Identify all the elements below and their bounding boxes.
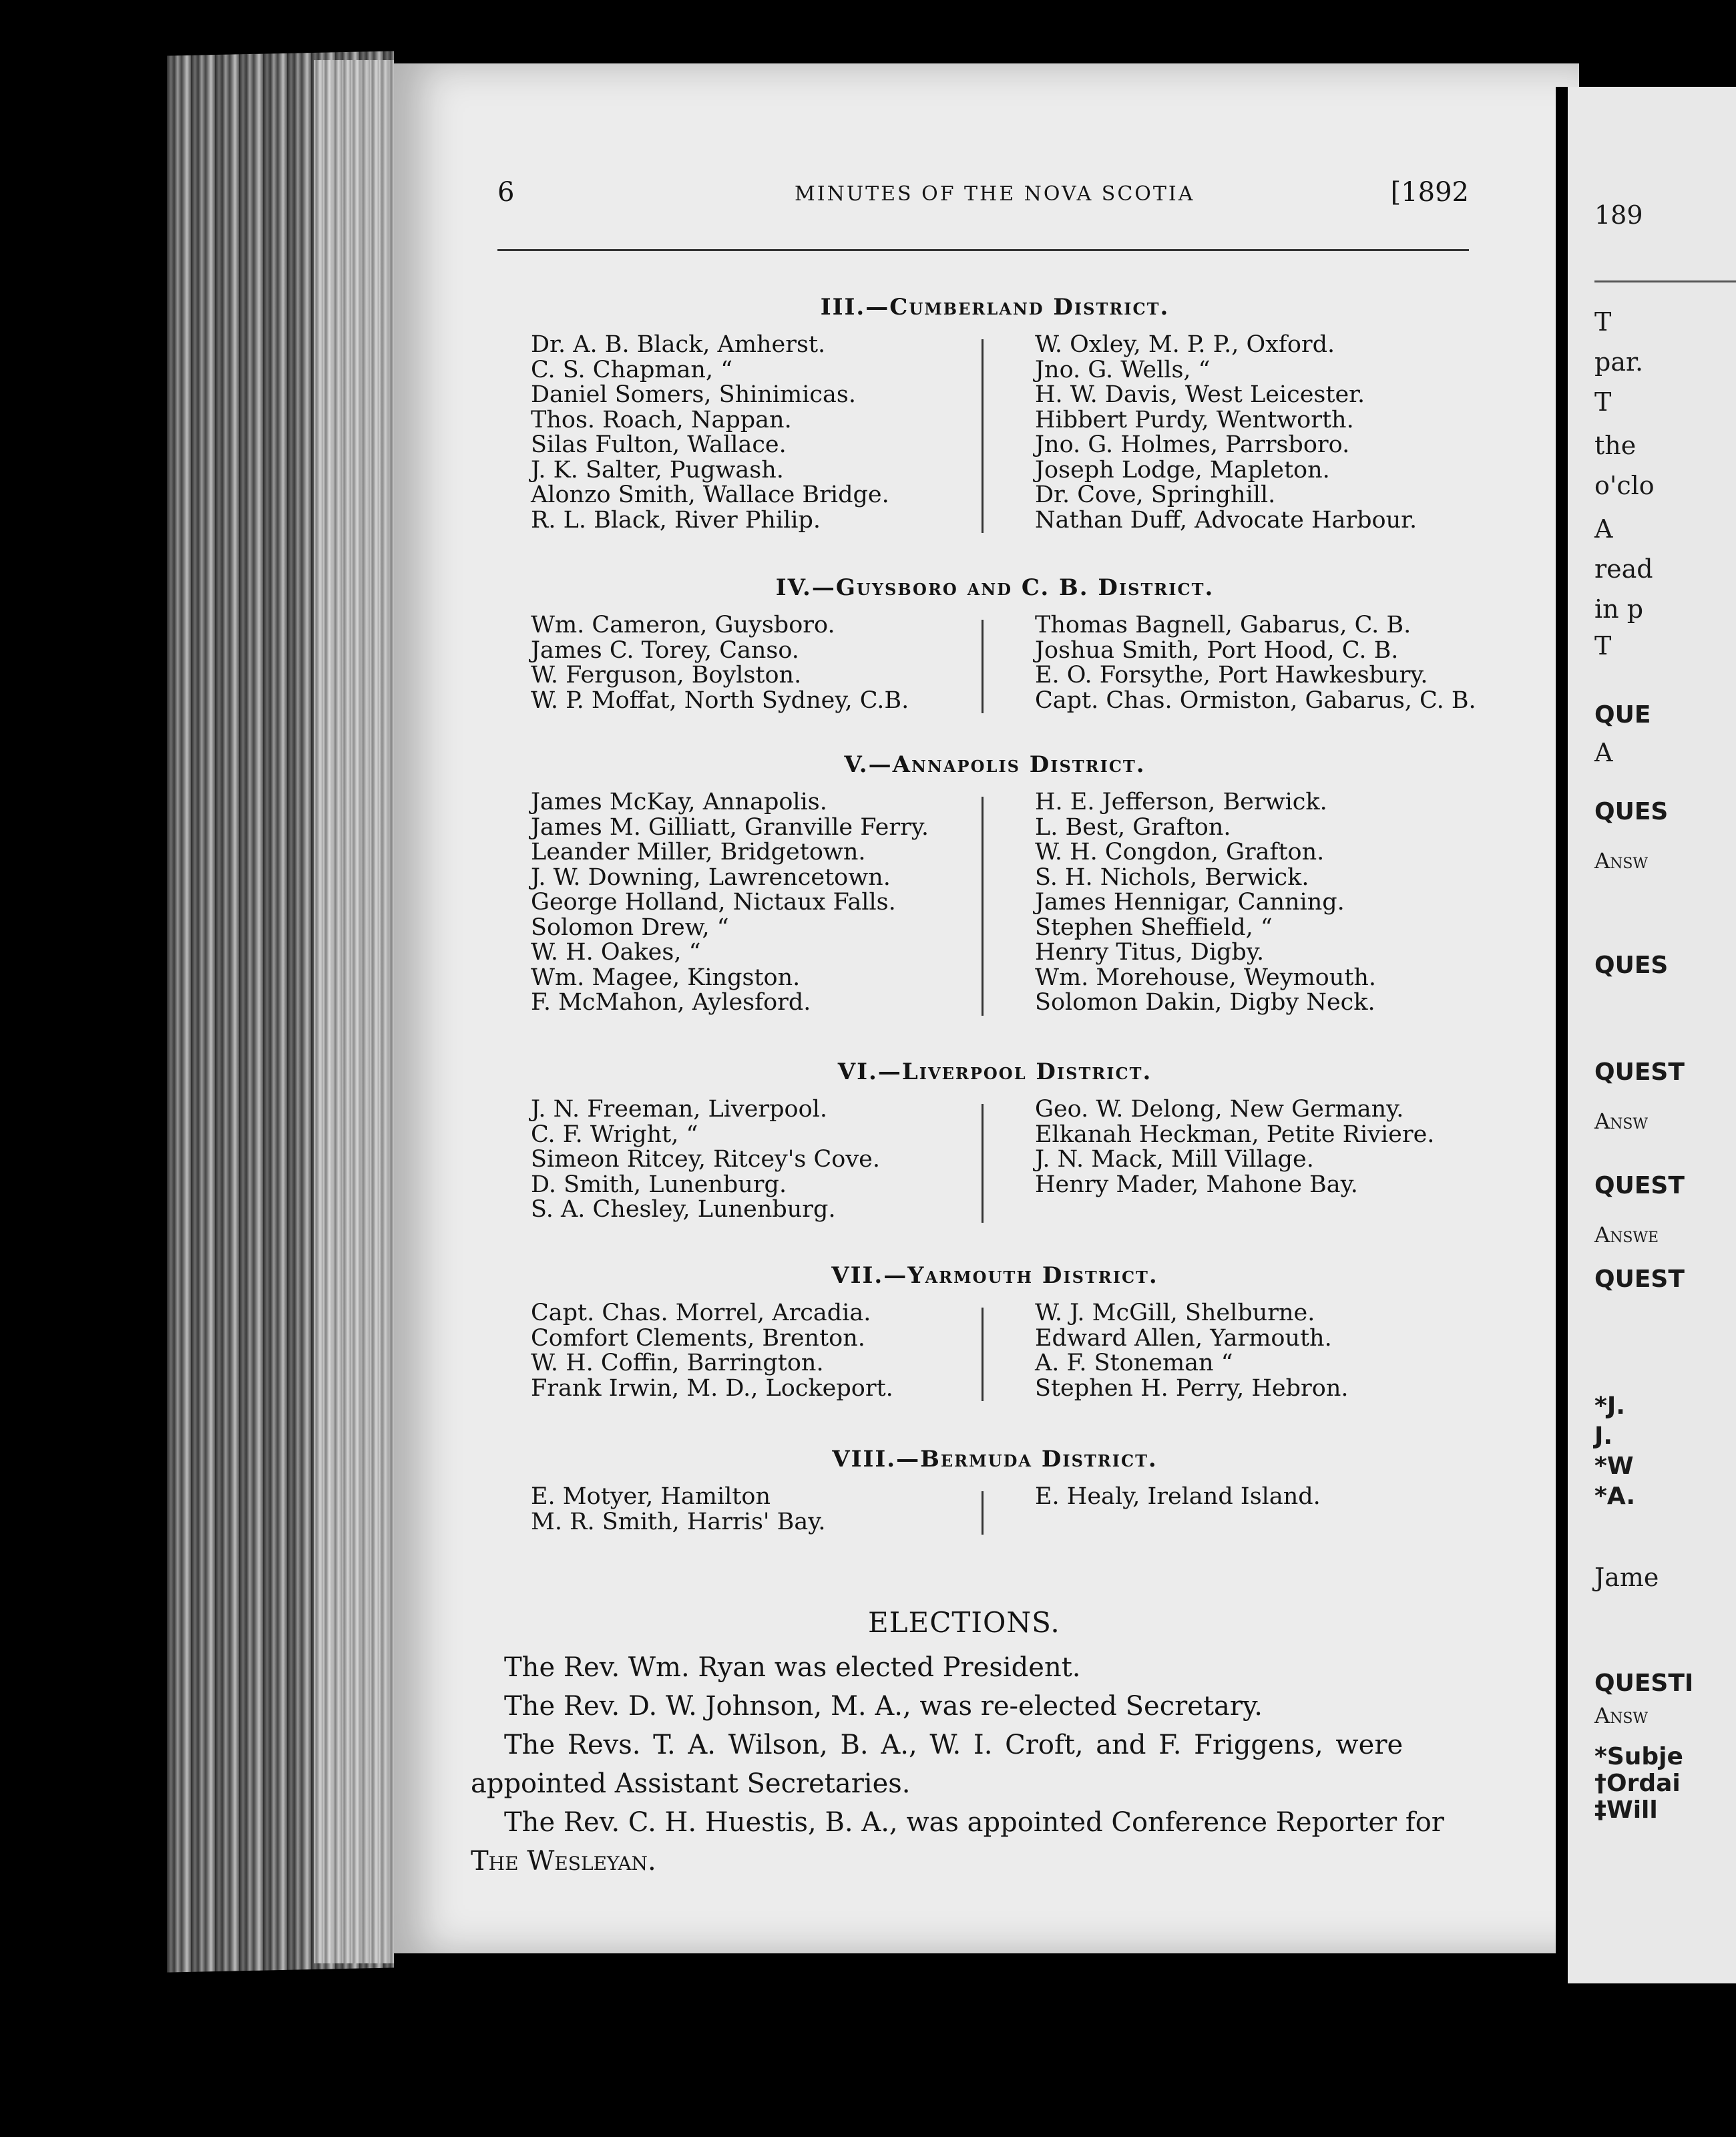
elections-paragraph: The Revs. T. A. Wilson, B. A., W. I. Croft, and F. Friggens, were [504, 1730, 1403, 1760]
adjacent-page-text: QUEST [1594, 1266, 1685, 1293]
member-entry: Thos. Roach, Nappan. [531, 406, 792, 433]
member-entry: J. N. Mack, Mill Village. [1035, 1146, 1314, 1173]
member-entry: Wm. Cameron, Guysboro. [531, 612, 835, 638]
member-entry: Solomon Drew, “ [531, 914, 729, 941]
member-entry: Stephen Sheffield, “ [1035, 914, 1273, 941]
member-entry: Joseph Lodge, Mapleton. [1035, 456, 1330, 483]
district-heading: IV.—Guysboro and C. B. District. [775, 574, 1215, 601]
column-divider [982, 1308, 984, 1401]
district-column-left [531, 790, 929, 1016]
book-page-edges-light [314, 60, 394, 1963]
member-entry: Stephen H. Perry, Hebron. [1035, 1374, 1349, 1402]
member-entry: Jno. G. Holmes, Parrsboro. [1035, 431, 1350, 458]
elections-paragraph: The Rev. Wm. Ryan was elected President. [504, 1652, 1081, 1683]
member-entry: James C. Torey, Canso. [531, 636, 799, 664]
member-entry: Silas Fulton, Wallace. [531, 431, 787, 458]
district-column-right [1035, 333, 1417, 533]
member-entry: Wm. Morehouse, Weymouth. [1035, 964, 1376, 991]
member-entry: E. Motyer, Hamilton [531, 1483, 771, 1510]
adjacent-page-text: J. [1594, 1422, 1613, 1450]
member-entry: E. Healy, Ireland Island. [1035, 1483, 1321, 1510]
member-entry: Capt. Chas. Morrel, Arcadia. [531, 1300, 871, 1326]
member-entry: Dr. A. B. Black, Amherst. [531, 331, 826, 358]
adjacent-page-text: QUESTI [1594, 1670, 1694, 1697]
column-divider [982, 339, 984, 533]
member-entry: W. H. Congdon, Grafton. [1035, 839, 1325, 865]
district-block [521, 1262, 1469, 1408]
adjacent-page-text: in p [1594, 594, 1644, 624]
member-entry: H. W. Davis, West Leicester. [1035, 381, 1365, 408]
district-column-right [1035, 790, 1376, 1016]
district-column-left [531, 1097, 880, 1223]
member-entry: Nathan Duff, Advocate Harbour. [1035, 506, 1418, 534]
adjacent-page-text: A [1594, 514, 1613, 544]
adjacent-page-text: *Subje [1594, 1743, 1683, 1770]
adjacent-page-rule [1594, 280, 1736, 282]
member-entry: Daniel Somers, Shinimicas. [531, 381, 856, 408]
adjacent-page-text: QUE [1594, 701, 1651, 729]
district-column-right [1035, 1301, 1349, 1401]
member-entry: H. E. Jefferson, Berwick. [1035, 789, 1327, 815]
member-entry: Wm. Magee, Kingston. [531, 964, 801, 991]
district-column-right [1035, 1485, 1321, 1510]
elections-paragraph: The Rev. D. W. Johnson, M. A., was re-elected Secretary. [504, 1691, 1263, 1722]
district-heading: VIII.—Bermuda District. [832, 1446, 1158, 1473]
member-entry: W. J. McGill, Shelburne. [1035, 1300, 1315, 1326]
elections-heading: ELECTIONS. [868, 1606, 1060, 1639]
district-heading: VII.—Yarmouth District. [831, 1262, 1158, 1289]
adjacent-page-text: Jame [1594, 1563, 1659, 1592]
adjacent-page-text: †Ordai [1594, 1770, 1681, 1797]
header-rule [497, 249, 1469, 251]
district-column-left [531, 613, 909, 713]
member-entry: Joshua Smith, Port Hood, C. B. [1035, 636, 1399, 664]
member-entry: W. Oxley, M. P. P., Oxford. [1035, 331, 1335, 358]
member-entry: L. Best, Grafton. [1035, 813, 1231, 841]
member-entry: F. McMahon, Aylesford. [531, 989, 811, 1016]
running-title: MINUTES OF THE NOVA SCOTIA [795, 182, 1195, 206]
member-entry: E. O. Forsythe, Port Hawkesbury. [1035, 662, 1428, 689]
adjacent-page-text: QUES [1594, 952, 1669, 979]
member-entry: Frank Irwin, M. D., Lockeport. [531, 1374, 893, 1402]
column-divider [982, 797, 984, 1016]
member-entry: W. Ferguson, Boylston. [531, 662, 802, 689]
adjacent-page-text: 189 [1594, 200, 1643, 230]
member-entry: Geo. W. Delong, New Germany. [1035, 1096, 1404, 1123]
adjacent-page-text: T [1594, 631, 1612, 660]
member-entry: James McKay, Annapolis. [531, 789, 827, 815]
member-entry: Capt. Chas. Ormiston, Gabarus, C. B. [1035, 687, 1476, 714]
header-year: [1892 [1390, 177, 1469, 208]
member-entry: J. W. Downing, Lawrencetown. [531, 863, 891, 891]
district-heading: VI.—Liverpool District. [837, 1058, 1152, 1085]
district-column-left [531, 1485, 826, 1535]
member-entry: George Holland, Nictaux Falls. [531, 889, 896, 916]
column-divider [982, 1491, 984, 1535]
adjacent-page-text: Answ [1594, 1109, 1649, 1134]
adjacent-page-text: QUES [1594, 798, 1669, 825]
adjacent-page-text: the [1594, 431, 1637, 460]
member-entry: S. H. Nichols, Berwick. [1035, 863, 1309, 891]
member-entry: Jno. G. Wells, “ [1035, 356, 1211, 383]
member-entry: Leander Miller, Bridgetown. [531, 839, 866, 865]
district-block [521, 294, 1469, 540]
adjacent-page-text: Answe [1594, 1222, 1659, 1247]
adjacent-page-text: o'clo [1594, 471, 1655, 500]
member-entry: C. F. Wright, “ [531, 1121, 698, 1148]
adjacent-page-text: Answ [1594, 848, 1649, 873]
adjacent-page-text: T [1594, 307, 1612, 337]
district-block [521, 751, 1469, 1022]
member-entry: M. R. Smith, Harris' Bay. [531, 1508, 826, 1535]
member-entry: W. P. Moffat, North Sydney, C.B. [531, 687, 909, 714]
adjacent-page-text: T [1594, 387, 1612, 417]
member-entry: Dr. Cove, Springhill. [1035, 481, 1276, 508]
member-entry: Hibbert Purdy, Wentworth. [1035, 406, 1354, 433]
adjacent-page-text: Answ [1594, 1703, 1649, 1728]
elections-paragraph: The Rev. C. H. Huestis, B. A., was appointed Conference Reporter for [504, 1807, 1444, 1838]
member-entry: J. K. Salter, Pugwash. [531, 456, 784, 483]
member-entry: Simeon Ritcey, Ritcey's Cove. [531, 1146, 880, 1173]
member-entry: James M. Gilliatt, Granville Ferry. [531, 813, 929, 841]
member-entry: J. N. Freeman, Liverpool. [531, 1096, 828, 1123]
member-entry: A. F. Stoneman “ [1035, 1350, 1233, 1376]
adjacent-page-text: *J. [1594, 1392, 1625, 1420]
member-entry: James Hennigar, Canning. [1035, 889, 1345, 916]
page-header [497, 177, 1469, 224]
district-heading: V.—Annapolis District. [844, 751, 1146, 778]
adjacent-page-text: *A. [1594, 1483, 1636, 1510]
member-entry: Edward Allen, Yarmouth. [1035, 1324, 1332, 1352]
member-entry: W. H. Coffin, Barrington. [531, 1350, 824, 1376]
district-heading: III.—Cumberland District. [820, 294, 1170, 321]
elections-paragraph: appointed Assistant Secretaries. [471, 1768, 911, 1799]
member-entry: Henry Mader, Mahone Bay. [1035, 1171, 1358, 1198]
adjacent-page-text: *W [1594, 1452, 1634, 1480]
district-block [521, 574, 1476, 720]
adjacent-page-text: read [1594, 554, 1653, 584]
adjacent-page-text: A [1594, 738, 1613, 767]
member-entry: Thomas Bagnell, Gabarus, C. B. [1035, 612, 1412, 638]
adjacent-page-text: ‡Will [1594, 1796, 1658, 1824]
district-column-right [1035, 1097, 1434, 1197]
member-entry: Alonzo Smith, Wallace Bridge. [531, 481, 889, 508]
adjacent-page-fragment [1556, 87, 1736, 1983]
member-entry: R. L. Black, River Philip. [531, 506, 821, 534]
column-divider [982, 1104, 984, 1223]
member-entry: Henry Titus, Digby. [1035, 939, 1265, 966]
member-entry: D. Smith, Lunenburg. [531, 1171, 787, 1198]
adjacent-page-text: par. [1594, 347, 1644, 377]
district-block [521, 1446, 1469, 1541]
elections-paragraph: The Wesleyan. [471, 1846, 656, 1877]
member-entry: W. H. Oakes, “ [531, 939, 701, 966]
adjacent-page-text: QUEST [1594, 1058, 1685, 1086]
page-number: 6 [497, 177, 515, 208]
member-entry: Elkanah Heckman, Petite Riviere. [1035, 1121, 1435, 1148]
member-entry: Solomon Dakin, Digby Neck. [1035, 989, 1375, 1016]
member-entry: S. A. Chesley, Lunenburg. [531, 1196, 836, 1223]
member-entry: C. S. Chapman, “ [531, 356, 733, 383]
district-column-left [531, 333, 889, 533]
member-entry: Comfort Clements, Brenton. [531, 1324, 865, 1352]
district-block [521, 1058, 1469, 1229]
column-divider [982, 620, 984, 713]
district-column-right [1035, 613, 1476, 713]
adjacent-page-text: QUEST [1594, 1172, 1685, 1199]
district-column-left [531, 1301, 893, 1401]
